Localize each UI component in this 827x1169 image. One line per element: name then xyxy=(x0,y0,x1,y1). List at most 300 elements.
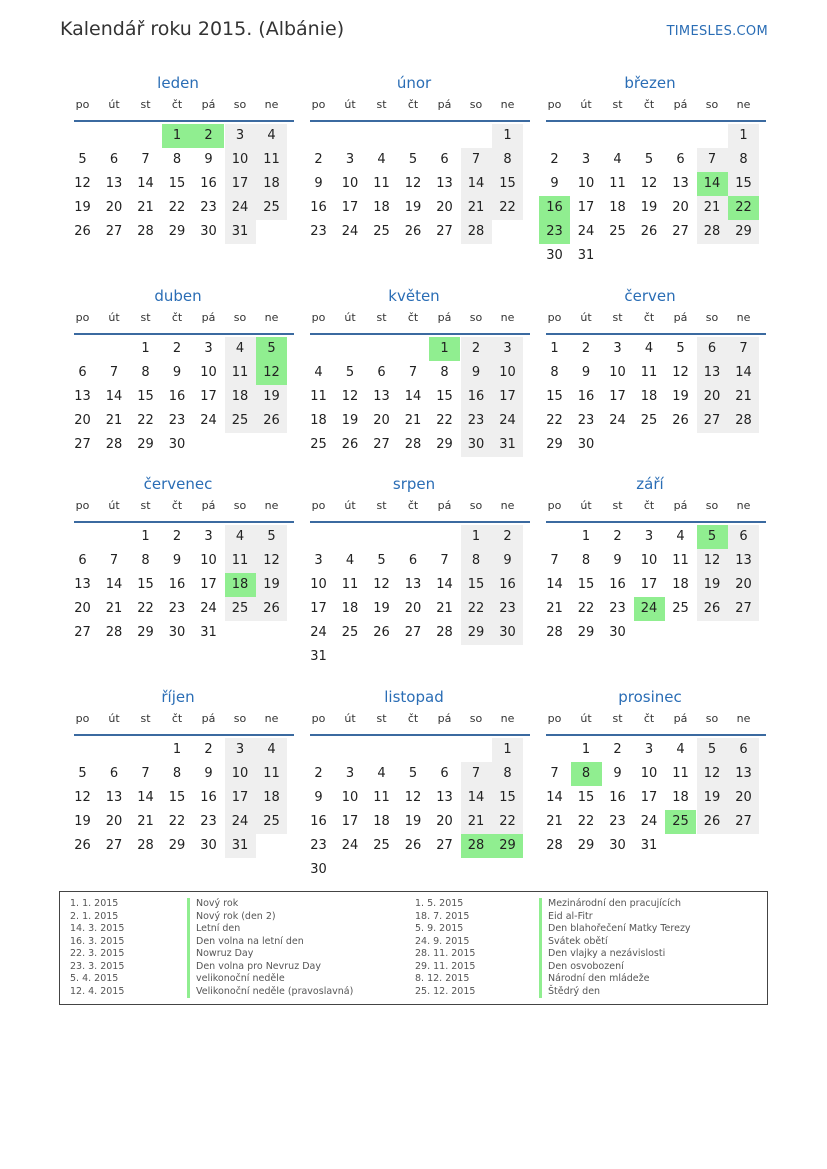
day-cell[interactable]: 31 xyxy=(577,248,595,263)
day-cell[interactable]: 16 xyxy=(168,577,186,592)
day-cell[interactable]: 6 xyxy=(440,766,449,781)
day-cell[interactable]: 4 xyxy=(314,365,323,380)
day-cell[interactable]: 9 xyxy=(314,790,323,805)
day-cell[interactable]: 31 xyxy=(310,649,327,664)
day-cell[interactable]: 21 xyxy=(105,601,123,616)
day-cell[interactable]: 27 xyxy=(74,437,91,452)
day-cell[interactable]: 19 xyxy=(404,200,422,215)
day-cell[interactable]: 25 xyxy=(225,409,256,433)
day-cell[interactable]: 10 xyxy=(609,365,626,380)
day-cell[interactable]: 8 xyxy=(728,148,759,172)
day-cell[interactable]: 4 xyxy=(256,124,287,148)
day-cell[interactable]: 20 xyxy=(105,200,123,215)
day-cell[interactable]: 19 xyxy=(74,200,91,215)
day-cell[interactable]: 1 xyxy=(581,529,591,544)
day-cell[interactable]: 14 xyxy=(105,577,123,592)
day-cell[interactable]: 28 xyxy=(546,838,563,853)
day-cell[interactable]: 27 xyxy=(105,838,123,853)
day-cell[interactable]: 24 xyxy=(609,413,626,428)
day-cell[interactable]: 7 xyxy=(109,553,119,568)
day-cell[interactable]: 20 xyxy=(672,200,689,215)
day-cell[interactable]: 21 xyxy=(546,814,563,829)
day-cell[interactable]: 16 xyxy=(200,790,217,805)
day-cell[interactable]: 11 xyxy=(640,365,658,380)
day-cell[interactable]: 15 xyxy=(546,389,563,404)
holiday-day-cell[interactable]: 5 xyxy=(697,525,728,549)
day-cell[interactable]: 16 xyxy=(310,200,327,215)
day-cell[interactable]: 8 xyxy=(141,365,150,380)
day-cell[interactable]: 12 xyxy=(256,549,287,573)
day-cell[interactable]: 20 xyxy=(404,601,422,616)
day-cell[interactable]: 24 xyxy=(640,814,658,829)
day-cell[interactable]: 28 xyxy=(137,838,154,853)
day-cell[interactable]: 23 xyxy=(200,200,217,215)
day-cell[interactable]: 29 xyxy=(137,625,154,640)
day-cell[interactable]: 7 xyxy=(697,148,728,172)
day-cell[interactable]: 24 xyxy=(225,196,256,220)
holiday-day-cell[interactable]: 5 xyxy=(256,337,287,361)
day-cell[interactable]: 12 xyxy=(341,389,359,404)
day-cell[interactable]: 7 xyxy=(408,365,418,380)
day-cell[interactable]: 10 xyxy=(492,361,523,385)
day-cell[interactable]: 14 xyxy=(461,172,492,196)
holiday-day-cell[interactable]: 28 xyxy=(461,834,492,858)
holiday-day-cell[interactable]: 2 xyxy=(193,124,224,148)
day-cell[interactable]: 29 xyxy=(728,220,759,244)
day-cell[interactable]: 26 xyxy=(74,224,91,239)
day-cell[interactable]: 18 xyxy=(640,389,658,404)
day-cell[interactable]: 24 xyxy=(577,224,595,239)
day-cell[interactable]: 2 xyxy=(172,529,182,544)
day-cell[interactable]: 4 xyxy=(256,738,287,762)
day-cell[interactable]: 4 xyxy=(345,553,355,568)
day-cell[interactable]: 29 xyxy=(168,838,186,853)
day-cell[interactable]: 8 xyxy=(550,365,559,380)
holiday-day-cell[interactable]: 1 xyxy=(162,124,193,148)
day-cell[interactable]: 8 xyxy=(172,766,182,781)
day-cell[interactable]: 16 xyxy=(461,385,492,409)
day-cell[interactable]: 16 xyxy=(577,389,595,404)
day-cell[interactable]: 30 xyxy=(310,862,327,877)
day-cell[interactable]: 16 xyxy=(609,577,626,592)
day-cell[interactable]: 20 xyxy=(697,385,728,409)
day-cell[interactable]: 22 xyxy=(577,601,595,616)
day-cell[interactable]: 16 xyxy=(200,176,217,191)
day-cell[interactable]: 5 xyxy=(408,766,418,781)
holiday-day-cell[interactable]: 1 xyxy=(429,337,460,361)
day-cell[interactable]: 10 xyxy=(310,577,327,592)
day-cell[interactable]: 30 xyxy=(168,625,186,640)
day-cell[interactable]: 10 xyxy=(341,176,359,191)
day-cell[interactable]: 20 xyxy=(436,814,453,829)
day-cell[interactable]: 18 xyxy=(341,601,359,616)
day-cell[interactable]: 26 xyxy=(256,409,287,433)
day-cell[interactable]: 13 xyxy=(672,176,689,191)
day-cell[interactable]: 9 xyxy=(204,152,213,167)
day-cell[interactable]: 31 xyxy=(492,433,523,457)
day-cell[interactable]: 17 xyxy=(640,577,658,592)
day-cell[interactable]: 6 xyxy=(676,152,685,167)
day-cell[interactable]: 26 xyxy=(404,224,422,239)
day-cell[interactable]: 19 xyxy=(74,814,91,829)
day-cell[interactable]: 5 xyxy=(78,152,87,167)
day-cell[interactable]: 28 xyxy=(436,625,453,640)
day-cell[interactable]: 15 xyxy=(168,790,186,805)
day-cell[interactable]: 31 xyxy=(200,625,217,640)
day-cell[interactable]: 3 xyxy=(204,341,213,356)
day-cell[interactable]: 1 xyxy=(550,341,559,356)
day-cell[interactable]: 18 xyxy=(609,200,626,215)
day-cell[interactable]: 11 xyxy=(256,148,287,172)
day-cell[interactable]: 15 xyxy=(137,577,154,592)
day-cell[interactable]: 27 xyxy=(436,838,453,853)
day-cell[interactable]: 29 xyxy=(577,838,595,853)
day-cell[interactable]: 7 xyxy=(728,337,759,361)
day-cell[interactable]: 15 xyxy=(168,176,186,191)
day-cell[interactable]: 10 xyxy=(225,148,256,172)
day-cell[interactable]: 20 xyxy=(373,413,390,428)
day-cell[interactable]: 6 xyxy=(78,553,87,568)
day-cell[interactable]: 24 xyxy=(492,409,523,433)
day-cell[interactable]: 29 xyxy=(436,437,453,452)
day-cell[interactable]: 22 xyxy=(137,601,154,616)
day-cell[interactable]: 4 xyxy=(676,529,685,544)
day-cell[interactable]: 27 xyxy=(404,625,422,640)
day-cell[interactable]: 8 xyxy=(172,152,182,167)
holiday-day-cell[interactable]: 12 xyxy=(256,361,287,385)
day-cell[interactable]: 4 xyxy=(225,337,256,361)
day-cell[interactable]: 22 xyxy=(168,200,186,215)
day-cell[interactable]: 22 xyxy=(436,413,453,428)
day-cell[interactable]: 14 xyxy=(546,577,563,592)
day-cell[interactable]: 29 xyxy=(461,621,492,645)
day-cell[interactable]: 27 xyxy=(728,810,759,834)
day-cell[interactable]: 6 xyxy=(109,766,119,781)
holiday-day-cell[interactable]: 29 xyxy=(492,834,523,858)
day-cell[interactable]: 9 xyxy=(613,766,622,781)
day-cell[interactable]: 27 xyxy=(728,597,759,621)
day-cell[interactable]: 28 xyxy=(404,437,422,452)
day-cell[interactable]: 12 xyxy=(373,577,390,592)
day-cell[interactable]: 6 xyxy=(697,337,728,361)
day-cell[interactable]: 31 xyxy=(640,838,658,853)
day-cell[interactable]: 11 xyxy=(341,577,359,592)
day-cell[interactable]: 8 xyxy=(141,553,150,568)
day-cell[interactable]: 22 xyxy=(461,597,492,621)
day-cell[interactable]: 17 xyxy=(640,790,658,805)
day-cell[interactable]: 1 xyxy=(141,529,150,544)
day-cell[interactable]: 14 xyxy=(436,577,453,592)
day-cell[interactable]: 3 xyxy=(225,738,256,762)
day-cell[interactable]: 9 xyxy=(613,553,622,568)
day-cell[interactable]: 29 xyxy=(546,437,563,452)
day-cell[interactable]: 5 xyxy=(408,152,418,167)
day-cell[interactable]: 13 xyxy=(74,577,91,592)
day-cell[interactable]: 6 xyxy=(377,365,386,380)
day-cell[interactable]: 21 xyxy=(137,200,154,215)
day-cell[interactable]: 19 xyxy=(256,385,287,409)
day-cell[interactable]: 18 xyxy=(672,577,689,592)
day-cell[interactable]: 27 xyxy=(672,224,689,239)
day-cell[interactable]: 22 xyxy=(492,810,523,834)
day-cell[interactable]: 12 xyxy=(74,790,91,805)
day-cell[interactable]: 18 xyxy=(310,413,327,428)
day-cell[interactable]: 14 xyxy=(137,176,154,191)
day-cell[interactable]: 22 xyxy=(577,814,595,829)
day-cell[interactable]: 1 xyxy=(172,742,182,757)
holiday-day-cell[interactable]: 16 xyxy=(539,196,570,220)
day-cell[interactable]: 20 xyxy=(436,200,453,215)
day-cell[interactable]: 27 xyxy=(697,409,728,433)
day-cell[interactable]: 21 xyxy=(461,196,492,220)
day-cell[interactable]: 7 xyxy=(550,553,559,568)
day-cell[interactable]: 1 xyxy=(581,742,591,757)
day-cell[interactable]: 13 xyxy=(74,389,91,404)
day-cell[interactable]: 28 xyxy=(461,220,492,244)
day-cell[interactable]: 5 xyxy=(345,365,355,380)
day-cell[interactable]: 7 xyxy=(109,365,119,380)
day-cell[interactable]: 21 xyxy=(546,601,563,616)
day-cell[interactable]: 21 xyxy=(436,601,453,616)
day-cell[interactable]: 11 xyxy=(373,176,390,191)
day-cell[interactable]: 4 xyxy=(377,152,386,167)
day-cell[interactable]: 17 xyxy=(200,577,217,592)
day-cell[interactable]: 21 xyxy=(137,814,154,829)
day-cell[interactable]: 2 xyxy=(314,152,323,167)
holiday-day-cell[interactable]: 24 xyxy=(634,597,665,621)
day-cell[interactable]: 30 xyxy=(200,224,217,239)
day-cell[interactable]: 10 xyxy=(640,553,658,568)
day-cell[interactable]: 15 xyxy=(492,172,523,196)
day-cell[interactable]: 9 xyxy=(204,766,213,781)
holiday-day-cell[interactable]: 23 xyxy=(539,220,570,244)
day-cell[interactable]: 21 xyxy=(461,810,492,834)
day-cell[interactable]: 11 xyxy=(609,176,626,191)
day-cell[interactable]: 18 xyxy=(256,786,287,810)
day-cell[interactable]: 1 xyxy=(461,525,492,549)
day-cell[interactable]: 18 xyxy=(225,385,256,409)
day-cell[interactable]: 11 xyxy=(310,389,327,404)
day-cell[interactable]: 22 xyxy=(168,814,186,829)
day-cell[interactable]: 24 xyxy=(310,625,327,640)
day-cell[interactable]: 26 xyxy=(640,224,658,239)
day-cell[interactable]: 3 xyxy=(613,341,622,356)
day-cell[interactable]: 19 xyxy=(640,200,658,215)
holiday-day-cell[interactable]: 25 xyxy=(665,810,696,834)
day-cell[interactable]: 29 xyxy=(137,437,154,452)
day-cell[interactable]: 8 xyxy=(461,549,492,573)
day-cell[interactable]: 10 xyxy=(577,176,595,191)
day-cell[interactable]: 7 xyxy=(141,152,150,167)
day-cell[interactable]: 25 xyxy=(310,437,327,452)
day-cell[interactable]: 9 xyxy=(492,549,523,573)
day-cell[interactable]: 23 xyxy=(310,838,327,853)
day-cell[interactable]: 27 xyxy=(436,224,453,239)
day-cell[interactable]: 11 xyxy=(225,361,256,385)
holiday-day-cell[interactable]: 14 xyxy=(697,172,728,196)
day-cell[interactable]: 31 xyxy=(225,220,256,244)
day-cell[interactable]: 7 xyxy=(141,766,150,781)
day-cell[interactable]: 18 xyxy=(373,200,390,215)
day-cell[interactable]: 6 xyxy=(109,152,119,167)
day-cell[interactable]: 22 xyxy=(546,413,563,428)
day-cell[interactable]: 26 xyxy=(697,810,728,834)
day-cell[interactable]: 6 xyxy=(728,738,759,762)
day-cell[interactable]: 30 xyxy=(461,433,492,457)
day-cell[interactable]: 15 xyxy=(436,389,453,404)
day-cell[interactable]: 7 xyxy=(461,762,492,786)
day-cell[interactable]: 20 xyxy=(74,413,91,428)
day-cell[interactable]: 25 xyxy=(225,597,256,621)
day-cell[interactable]: 16 xyxy=(492,573,523,597)
day-cell[interactable]: 6 xyxy=(78,365,87,380)
day-cell[interactable]: 25 xyxy=(256,196,287,220)
day-cell[interactable]: 20 xyxy=(105,814,123,829)
day-cell[interactable]: 6 xyxy=(440,152,449,167)
day-cell[interactable]: 23 xyxy=(609,814,626,829)
day-cell[interactable]: 7 xyxy=(550,766,559,781)
day-cell[interactable]: 25 xyxy=(672,601,689,616)
day-cell[interactable]: 7 xyxy=(440,553,449,568)
day-cell[interactable]: 13 xyxy=(105,790,123,805)
day-cell[interactable]: 4 xyxy=(377,766,386,781)
day-cell[interactable]: 30 xyxy=(492,621,523,645)
day-cell[interactable]: 21 xyxy=(728,385,759,409)
day-cell[interactable]: 17 xyxy=(200,389,217,404)
day-cell[interactable]: 15 xyxy=(577,790,595,805)
day-cell[interactable]: 2 xyxy=(613,742,622,757)
day-cell[interactable]: 22 xyxy=(492,196,523,220)
holiday-day-cell[interactable]: 18 xyxy=(225,573,256,597)
site-link[interactable]: TIMESLES.COM xyxy=(666,24,768,39)
day-cell[interactable]: 18 xyxy=(672,790,689,805)
day-cell[interactable]: 17 xyxy=(225,786,256,810)
day-cell[interactable]: 17 xyxy=(225,172,256,196)
day-cell[interactable]: 9 xyxy=(581,365,591,380)
day-cell[interactable]: 28 xyxy=(697,220,728,244)
day-cell[interactable]: 23 xyxy=(461,409,492,433)
day-cell[interactable]: 14 xyxy=(404,389,422,404)
day-cell[interactable]: 16 xyxy=(310,814,327,829)
day-cell[interactable]: 4 xyxy=(644,341,654,356)
day-cell[interactable]: 19 xyxy=(697,573,728,597)
day-cell[interactable]: 13 xyxy=(728,549,759,573)
day-cell[interactable]: 14 xyxy=(728,361,759,385)
day-cell[interactable]: 27 xyxy=(74,625,91,640)
day-cell[interactable]: 23 xyxy=(609,601,626,616)
day-cell[interactable]: 25 xyxy=(640,413,658,428)
day-cell[interactable]: 9 xyxy=(461,361,492,385)
day-cell[interactable]: 25 xyxy=(373,838,390,853)
day-cell[interactable]: 11 xyxy=(373,790,390,805)
day-cell[interactable]: 6 xyxy=(728,525,759,549)
day-cell[interactable]: 11 xyxy=(672,553,689,568)
day-cell[interactable]: 15 xyxy=(728,172,759,196)
day-cell[interactable]: 2 xyxy=(204,742,213,757)
day-cell[interactable]: 14 xyxy=(461,786,492,810)
day-cell[interactable]: 5 xyxy=(644,152,654,167)
day-cell[interactable]: 17 xyxy=(341,814,359,829)
day-cell[interactable]: 12 xyxy=(697,762,728,786)
day-cell[interactable]: 27 xyxy=(105,224,123,239)
day-cell[interactable]: 12 xyxy=(697,549,728,573)
day-cell[interactable]: 12 xyxy=(672,365,689,380)
day-cell[interactable]: 24 xyxy=(200,413,217,428)
day-cell[interactable]: 21 xyxy=(105,413,123,428)
day-cell[interactable]: 19 xyxy=(373,601,390,616)
day-cell[interactable]: 10 xyxy=(200,365,217,380)
day-cell[interactable]: 11 xyxy=(256,762,287,786)
day-cell[interactable]: 26 xyxy=(697,597,728,621)
day-cell[interactable]: 11 xyxy=(225,549,256,573)
day-cell[interactable]: 23 xyxy=(200,814,217,829)
day-cell[interactable]: 2 xyxy=(613,529,622,544)
day-cell[interactable]: 4 xyxy=(613,152,622,167)
day-cell[interactable]: 31 xyxy=(225,834,256,858)
day-cell[interactable]: 13 xyxy=(404,577,422,592)
day-cell[interactable]: 26 xyxy=(256,597,287,621)
day-cell[interactable]: 2 xyxy=(461,337,492,361)
day-cell[interactable]: 18 xyxy=(256,172,287,196)
day-cell[interactable]: 20 xyxy=(74,601,91,616)
day-cell[interactable]: 8 xyxy=(581,553,591,568)
day-cell[interactable]: 5 xyxy=(256,525,287,549)
day-cell[interactable]: 13 xyxy=(436,176,453,191)
day-cell[interactable]: 20 xyxy=(728,786,759,810)
day-cell[interactable]: 23 xyxy=(168,413,186,428)
day-cell[interactable]: 18 xyxy=(373,814,390,829)
day-cell[interactable]: 26 xyxy=(74,838,91,853)
day-cell[interactable]: 3 xyxy=(644,742,654,757)
day-cell[interactable]: 3 xyxy=(345,152,355,167)
day-cell[interactable]: 13 xyxy=(697,361,728,385)
day-cell[interactable]: 24 xyxy=(341,838,359,853)
day-cell[interactable]: 17 xyxy=(341,200,359,215)
day-cell[interactable]: 17 xyxy=(492,385,523,409)
day-cell[interactable]: 15 xyxy=(577,577,595,592)
day-cell[interactable]: 30 xyxy=(609,625,626,640)
day-cell[interactable]: 20 xyxy=(728,573,759,597)
day-cell[interactable]: 9 xyxy=(172,553,182,568)
day-cell[interactable]: 19 xyxy=(256,573,287,597)
day-cell[interactable]: 1 xyxy=(141,341,150,356)
day-cell[interactable]: 4 xyxy=(225,525,256,549)
day-cell[interactable]: 19 xyxy=(672,389,689,404)
day-cell[interactable]: 6 xyxy=(408,553,418,568)
day-cell[interactable]: 14 xyxy=(105,389,123,404)
day-cell[interactable]: 24 xyxy=(225,810,256,834)
day-cell[interactable]: 28 xyxy=(137,224,154,239)
day-cell[interactable]: 28 xyxy=(105,437,123,452)
day-cell[interactable]: 15 xyxy=(492,786,523,810)
holiday-day-cell[interactable]: 22 xyxy=(728,196,759,220)
day-cell[interactable]: 8 xyxy=(492,762,523,786)
day-cell[interactable]: 15 xyxy=(137,389,154,404)
day-cell[interactable]: 22 xyxy=(137,413,154,428)
day-cell[interactable]: 7 xyxy=(461,148,492,172)
day-cell[interactable]: 1 xyxy=(492,124,523,148)
day-cell[interactable]: 28 xyxy=(728,409,759,433)
day-cell[interactable]: 14 xyxy=(137,790,154,805)
day-cell[interactable]: 12 xyxy=(404,790,422,805)
day-cell[interactable]: 5 xyxy=(697,738,728,762)
day-cell[interactable]: 17 xyxy=(609,389,626,404)
day-cell[interactable]: 5 xyxy=(377,553,386,568)
day-cell[interactable]: 2 xyxy=(581,341,591,356)
day-cell[interactable]: 2 xyxy=(550,152,559,167)
day-cell[interactable]: 24 xyxy=(200,601,217,616)
day-cell[interactable]: 1 xyxy=(492,738,523,762)
